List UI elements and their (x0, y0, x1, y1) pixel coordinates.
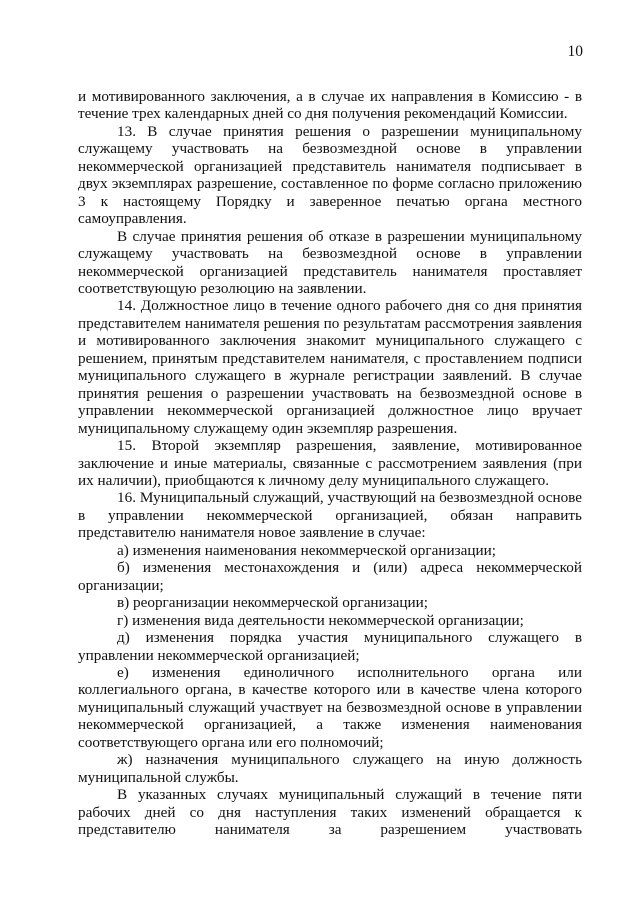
list-item-e: е) изменения единоличного исполнительного органа или коллегиального органа, в качестве которого или в качестве члена которого муниципальный служащий участвует на безвозмездной основе в управлении некоммерческой организацией, а также изменения наименования соответствующего органа или его полномочий; (78, 663, 582, 751)
list-item-zh: ж) назначения муниципального служащего на иную должность муниципальной службы. (78, 751, 582, 786)
document-body (78, 88, 582, 838)
paragraph-13: 13. В случае принятия решения о разрешении муниципальному служащему участвовать на безвозмездной основе в управлении некоммерческой организацией представитель нанимателя подписывает в двух экземплярах разрешение, составленное по форме согласно приложению 3 к настоящему Порядку и заверенное печатью органа местного самоуправления. (78, 122, 582, 228)
list-item-a: а) изменения наименования некоммерческой организации; (117, 541, 496, 559)
list-item-b: б) изменения местонахождения и (или) адреса некоммерческой организации; (78, 559, 582, 594)
list-item-v: в) реорганизации некоммерческой организации; (117, 594, 429, 612)
paragraph-16: 16. Муниципальный служащий, участвующий на безвозмездной основе в управлении некоммерческой организацией, обязан направить представителю нанимателя новое заявление в случае: (78, 489, 582, 542)
list-item-g: г) изменения вида деятельности некоммерческой организации; (117, 611, 524, 629)
list-item-d: д) изменения порядка участия муниципального служащего в управлении некоммерческой организацией; (78, 629, 582, 664)
paragraph-refusal: В случае принятия решения об отказе в разрешении муниципальному служащему участвовать на безвозмездной основе в управлении некоммерческой организацией представитель нанимателя проставляет соответствующую резолюцию на заявлении. (78, 227, 582, 297)
paragraph-14: 14. Должностное лицо в течение одного рабочего дня со дня принятия представителем нанимателя решения по результатам рассмотрения заявления и мотивированного заключения знакомит муниципального служащего с решением, принятым представителем нанимателя, с проставлением подписи муниципального служащего в журнале регистрации заявлений. В случае принятия решения о разрешении участвовать на безвозмездной основе в управлении некоммерческой организацией должностное лицо вручает муниципальному служащему один экземпляр разрешения. (78, 297, 582, 437)
paragraph-continuation: и мотивированного заключения, а в случае их направления в Комиссию - в течение трех календарных дней со дня получения рекомендаций Комиссии. (78, 88, 582, 123)
paragraph-final: В указанных случаях муниципальный служащий в течение пяти рабочих дней со дня наступления таких изменений обращается к представителю нанимателя за разрешением участвовать (78, 786, 582, 839)
paragraph-15: 15. Второй экземпляр разрешения, заявление, мотивированное заключение и иные материалы, связанные с рассмотрением заявления (при их наличии), приобщаются к личному делу муниципального служащего. (78, 437, 582, 489)
page-number: 10 (567, 43, 583, 60)
